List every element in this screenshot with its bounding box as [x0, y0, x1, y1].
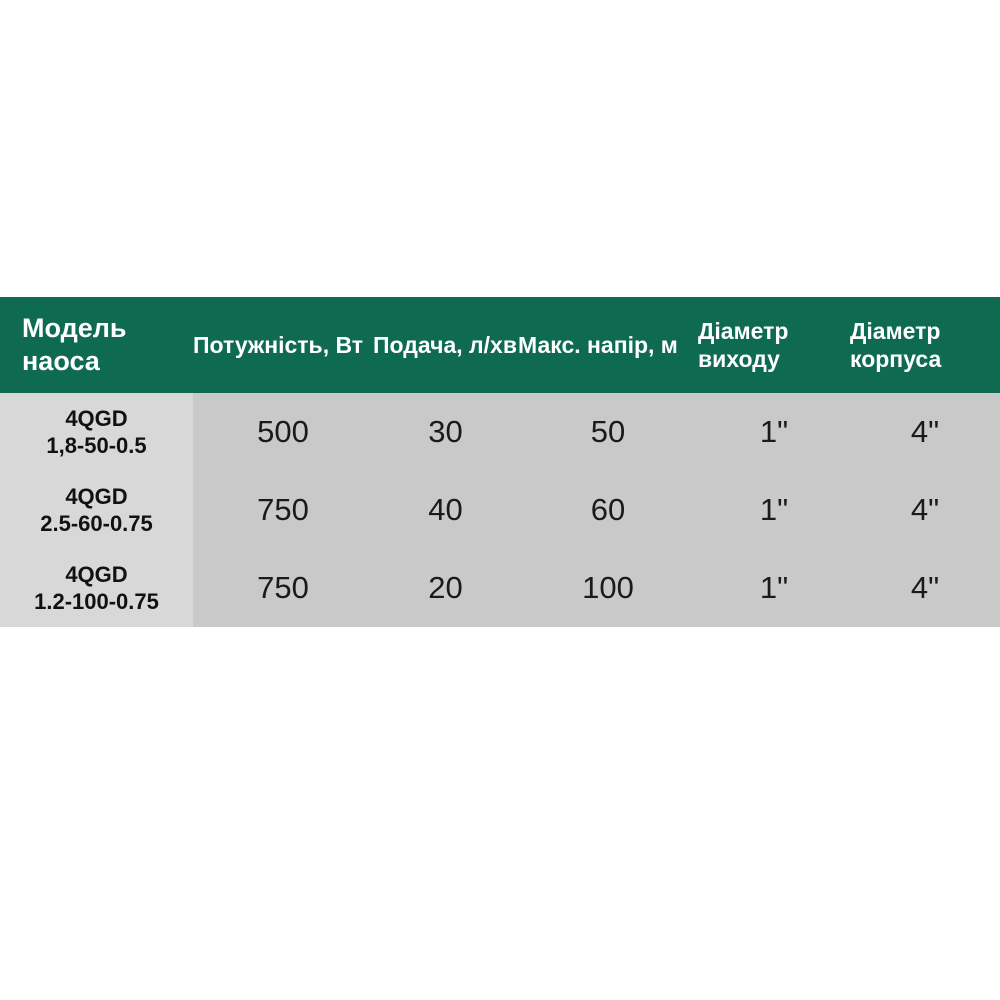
table-header	[0, 297, 1000, 393]
cell-max-head: 100	[518, 549, 698, 627]
table-header-row	[0, 297, 1000, 393]
cell-power: 500	[193, 393, 373, 471]
pump-specifications-table-container	[0, 297, 1000, 627]
column-header-body-diameter: Діаметр корпуса	[850, 297, 1000, 393]
column-header-max-head: Макс. напір, м	[518, 297, 698, 393]
cell-model	[0, 549, 193, 627]
cell-body-diameter: 4"	[850, 549, 1000, 627]
cell-model	[0, 393, 193, 471]
pump-specifications-table	[0, 297, 1000, 627]
cell-flow: 20	[373, 549, 518, 627]
cell-max-head: 50	[518, 393, 698, 471]
cell-body-diameter: 4"	[850, 393, 1000, 471]
column-header-power: Потужність, Вт	[193, 297, 373, 393]
cell-power: 750	[193, 549, 373, 627]
model-code: 1.2-100-0.75	[34, 589, 159, 614]
cell-max-head: 60	[518, 471, 698, 549]
model-name: 4QGD	[65, 483, 128, 509]
cell-outlet-diameter: 1"	[698, 549, 850, 627]
model-code: 1,8-50-0.5	[46, 433, 147, 458]
cell-flow: 30	[373, 393, 518, 471]
model-name: 4QGD	[65, 561, 128, 587]
model-code: 2.5-60-0.75	[40, 511, 153, 536]
column-header-model: Модель наоса	[0, 297, 193, 393]
column-header-outlet-diameter: Діаметр виходу	[698, 297, 850, 393]
column-header-flow: Подача, л/хв	[373, 297, 518, 393]
cell-outlet-diameter: 1"	[698, 393, 850, 471]
table-body	[0, 393, 1000, 627]
cell-flow: 40	[373, 471, 518, 549]
table-row	[0, 393, 1000, 471]
cell-outlet-diameter: 1"	[698, 471, 850, 549]
table-row	[0, 471, 1000, 549]
cell-model	[0, 471, 193, 549]
cell-body-diameter: 4"	[850, 471, 1000, 549]
table-row	[0, 549, 1000, 627]
model-name: 4QGD	[65, 405, 128, 431]
cell-power: 750	[193, 471, 373, 549]
